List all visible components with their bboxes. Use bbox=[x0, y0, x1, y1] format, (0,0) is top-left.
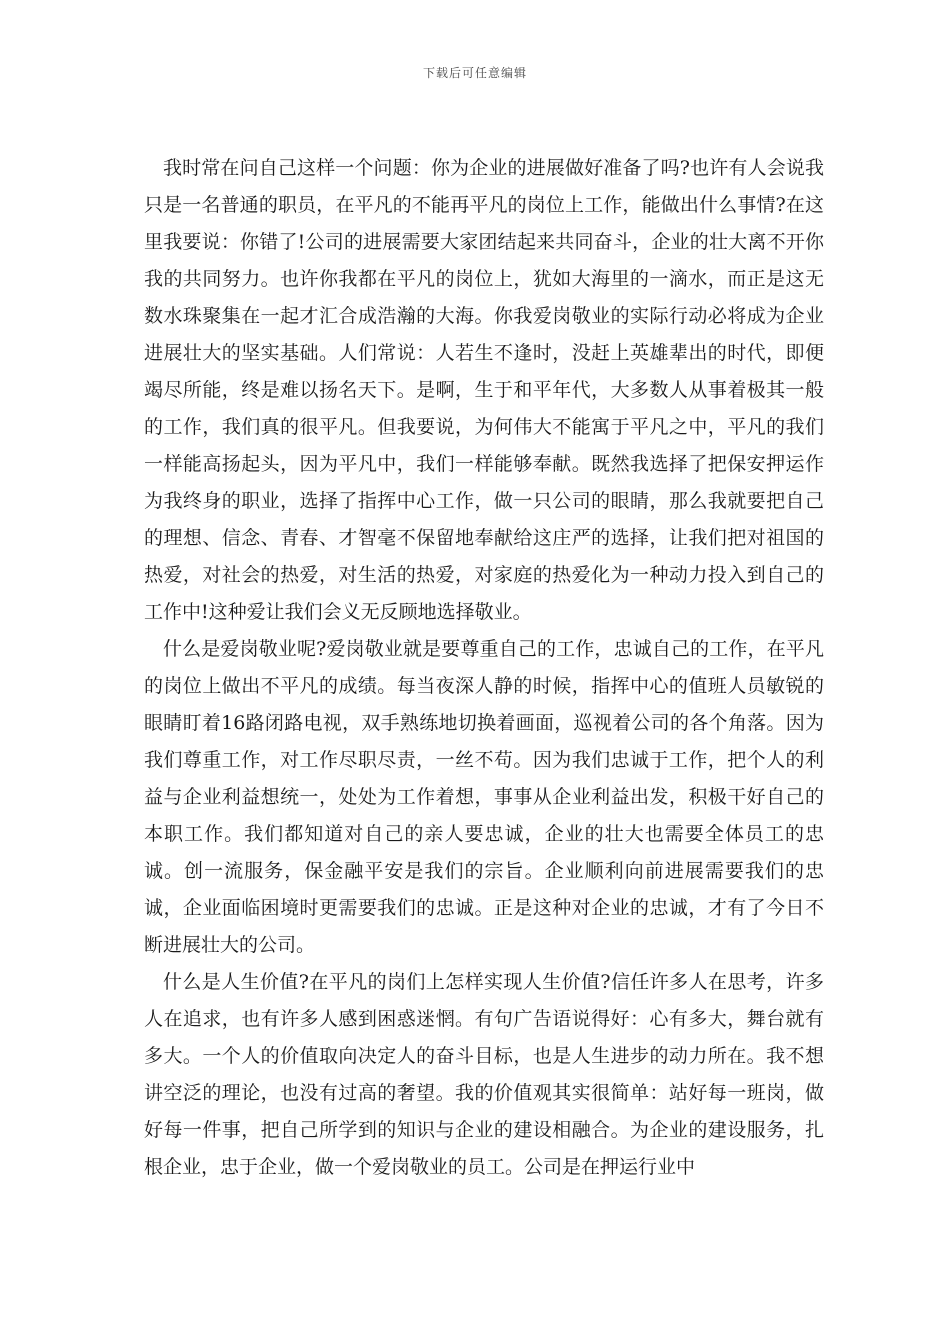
paragraph-1: 我时常在问自己这样一个问题：你为企业的进展做好准备了吗?也许有人会说我只是一名普通的职员，在平凡的不能再平凡的岗位上工作，能做出什么事情?在这里我要说：你错了!公司的进展需要大家团结起来共同奋斗，企业的壮大离不开你我的共同努力。也许你我都在平凡的岗位上，犹如大海里的一滴水，而正是这无数水珠聚集在一起才汇合成浩瀚的大海。你我爱岗敬业的实际行动必将成为企业进展壮大的坚实基础。人们常说：人若生不逢时，没赶上英雄辈出的时代，即便竭尽所能，终是难以扬名天下。是啊，生于和平年代，大多数人从事着极其一般的工作，我们真的很平凡。但我要说，为何伟大不能寓于平凡之中，平凡的我们一样能高扬起头，因为平凡中，我们一样能够奉献。既然我选择了把保安押运作为我终身的职业，选择了指挥中心工作，做一只公司的眼睛，那么我就要把自己的理想、信念、青春、才智毫不保留地奉献给这庄严的选择，让我们把对祖国的热爱，对社会的热爱，对生活的热爱，对家庭的热爱化为一种动力投入到自己的工作中!这种爱让我们会义无反顾地选择敬业。 bbox=[144, 157, 824, 623]
paragraph-3: 什么是人生价值?在平凡的岗们上怎样实现人生价值?信任许多人在思考，许多人在追求，也有许多人感到困惑迷惘。有句广告语说得好：心有多大，舞台就有多大。一个人的价值取向决定人的奋斗目标，也是人生进步的动力所在。我不想讲空泛的理论，也没有过高的奢望。我的价值观其实很简单：站好每一班岗，做好每一件事，把自己所学到的知识与企业的建设相融合。为企业的建设服务，扎根企业，忠于企业，做一个爱岗敬业的员工。公司是在押运行业中 bbox=[144, 971, 824, 1178]
document-body bbox=[144, 150, 824, 1186]
paragraph-2: 什么是爱岗敬业呢?爱岗敬业就是要尊重自己的工作，忠诚自己的工作，在平凡的岗位上做出不平凡的成绩。每当夜深人静的时候，指挥中心的值班人员敏锐的眼睛盯着16路闭路电视，双手熟练地切换着画面，巡视着公司的各个角落。因为我们尊重工作，对工作尽职尽责，一丝不苟。因为我们忠诚于工作，把个人的利益与企业利益想统一，处处为工作着想，事事从企业利益出发，积极干好自己的本职工作。我们都知道对自己的亲人要忠诚，企业的壮大也需要全体员工的忠诚。创一流服务，保金融平安是我们的宗旨。企业顺利向前进展需要我们的忠诚，企业面临困境时更需要我们的忠诚。正是这种对企业的忠诚，才有了今日不断进展壮大的公司。 bbox=[144, 638, 824, 956]
page-header: 下载后可任意编辑 bbox=[422, 66, 527, 80]
